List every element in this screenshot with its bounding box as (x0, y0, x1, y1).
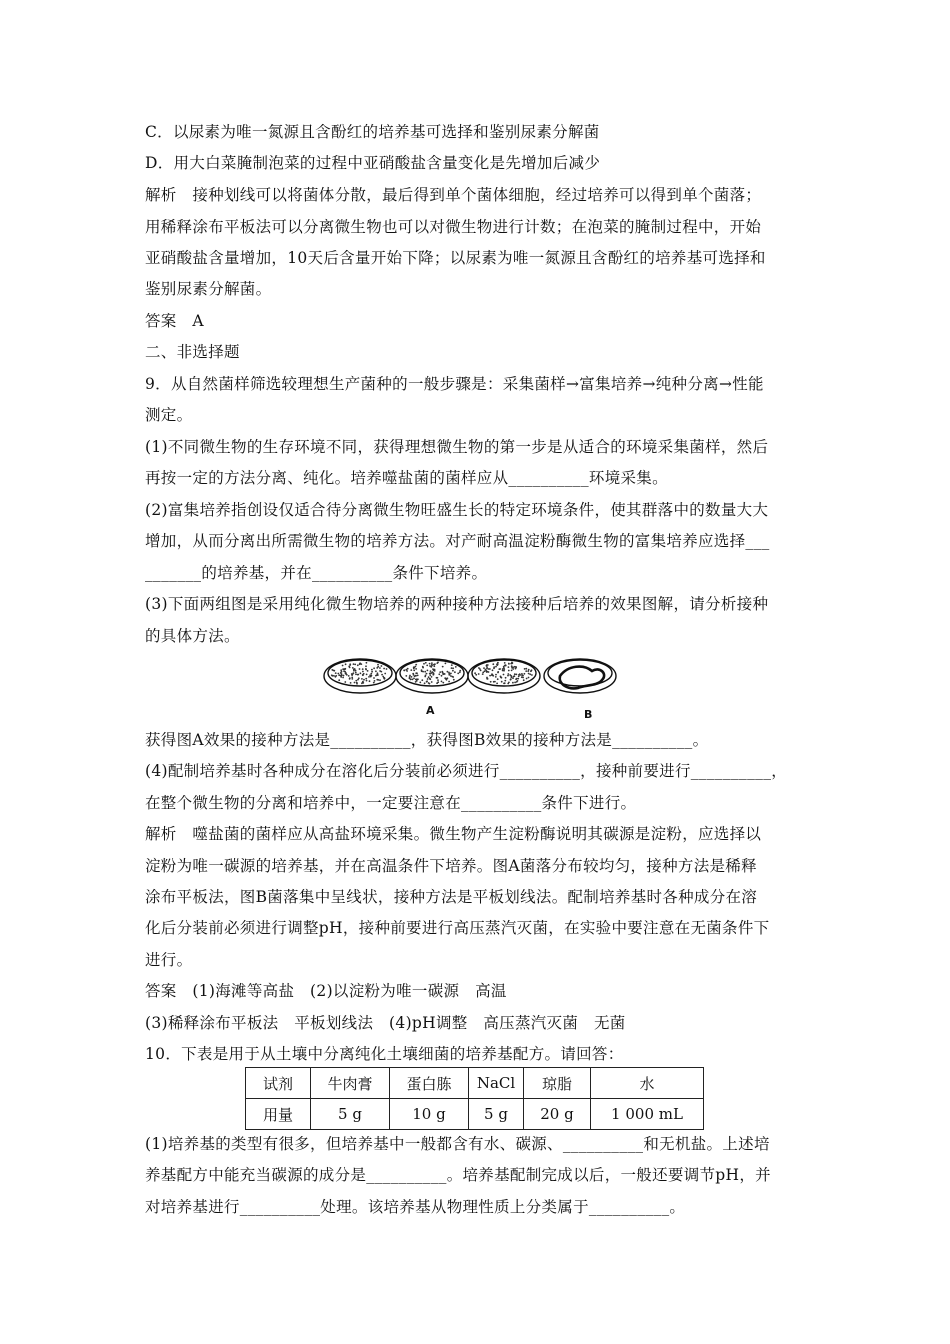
colony-dot (370, 673, 372, 675)
colony-dot (511, 662, 513, 664)
colony-dot (445, 663, 447, 665)
colony-dot (446, 678, 448, 680)
colony-dot (500, 676, 502, 678)
colony-dot (452, 676, 454, 678)
colony-dot (515, 668, 517, 670)
colony-dot (523, 679, 525, 681)
colony-dot (425, 662, 427, 664)
colony-dot (362, 671, 364, 673)
colony-dot (528, 669, 530, 671)
colony-dot (403, 670, 405, 672)
colony-dot (360, 672, 362, 674)
colony-dot (441, 675, 443, 677)
colony-dot (410, 669, 412, 671)
colony-dot (524, 673, 526, 675)
colony-dot (497, 678, 499, 680)
colony-dot (525, 670, 527, 672)
colony-dot (510, 678, 512, 680)
colony-dot (442, 682, 444, 684)
colony-dot (496, 663, 498, 665)
colony-dot (514, 682, 516, 684)
q9-part4-line-2: 在整个微生物的分离和培养中，一定要注意在__________条件下进行。 (145, 794, 637, 812)
colony-dot (495, 666, 497, 668)
colony-dot (382, 676, 384, 678)
colony-dot (482, 672, 484, 674)
colony-dot (508, 663, 510, 665)
colony-dot (459, 670, 461, 672)
colony-dot (496, 683, 498, 685)
colony-dot (340, 669, 342, 671)
table-cell: 5 g (311, 1099, 390, 1130)
colony-dot (503, 674, 505, 676)
q9-part1-line-1: (1)不同微生物的生存环境不同，获得理想微生物的第一步是从适合的环境采集菌样，然后 (145, 438, 769, 456)
colony-dot (345, 663, 347, 665)
colony-dot (441, 681, 443, 683)
colony-dot (508, 670, 510, 672)
colony-dot (379, 667, 381, 669)
analysis-line-2: 用稀释涂布平板法可以分离微生物也可以对微生物进行计数；在泡菜的腌制过程中，开始 (145, 218, 762, 236)
q10-stem: 10．下表是用于从土壤中分离纯化土壤细菌的培养基配方。请回答： (145, 1045, 624, 1063)
table-header-row (246, 1068, 704, 1099)
q9-analysis-line-3: 涂布平板法，图B菌落集中呈线状，接种方法是平板划线法。配制培养基时各种成分在溶 (145, 888, 758, 906)
colony-dot (430, 670, 432, 672)
colony-dot (376, 679, 378, 681)
colony-dot (421, 679, 423, 681)
colony-dot (497, 662, 499, 664)
q9-part1-line-2: 再按一定的方法分离、纯化。培养噬盐菌的菌样应从__________环境采集。 (145, 469, 668, 487)
colony-dot (415, 666, 417, 668)
colony-dot (486, 668, 488, 670)
colony-dot (349, 663, 351, 665)
section-heading: 二、非选择题 (145, 343, 240, 361)
colony-dot (485, 669, 487, 671)
colony-dot (490, 681, 492, 683)
q9-analysis-line-1: 解析 噬盐菌的菌样应从高盐环境采集。微生物产生淀粉酶说明其碳源是淀粉，应选择以 (145, 825, 762, 843)
colony-dot (424, 671, 426, 673)
analysis-line-4: 鉴别尿素分解菌。 (145, 280, 272, 298)
medium-recipe-table (245, 1067, 704, 1130)
colony-dot (505, 677, 507, 679)
q9-stem-1: 9．从自然菌样筛选较理想生产菌种的一般步骤是：采集菌样→富集培养→纯种分离→性能 (145, 375, 764, 393)
colony-dot (375, 670, 377, 672)
colony-dot (437, 661, 439, 663)
colony-dot (503, 668, 505, 670)
colony-dot (495, 676, 497, 678)
colony-dot (488, 668, 490, 670)
colony-dot (526, 678, 528, 680)
colony-dot (483, 667, 485, 669)
q9-part3-line-1: (3)下面两组图是采用纯化微生物培养的两种接种方法接种后培养的效果图解，请分析接种 (145, 595, 769, 613)
option-d: D．用大白菜腌制泡菜的过程中亚硝酸盐含量变化是先增加后减少 (145, 154, 601, 172)
colony-dot (515, 666, 517, 668)
colony-dot (383, 668, 385, 670)
colony-dot (449, 674, 451, 676)
colony-dot (495, 674, 497, 676)
colony-dot (525, 668, 527, 670)
colony-dot (524, 668, 526, 670)
colony-dot (492, 663, 494, 665)
table-cell: 蛋白胨 (390, 1068, 469, 1099)
table-cell: 10 g (390, 1099, 469, 1130)
colony-dot (374, 680, 376, 682)
q9-analysis-line-5: 进行。 (145, 951, 193, 969)
colony-dot (379, 679, 381, 681)
colony-dot (516, 674, 518, 676)
table-cell: 琼脂 (524, 1068, 591, 1099)
colony-dot (344, 668, 346, 670)
colony-dot (513, 676, 515, 678)
figure-label-b: B (584, 708, 593, 721)
q9-part3-answer-line: 获得图A效果的接种方法是__________，获得图B效果的接种方法是__________。 (145, 731, 709, 749)
colony-dot (417, 678, 419, 680)
colony-dot (379, 670, 381, 672)
colony-dot (504, 682, 506, 684)
colony-dot (504, 680, 506, 682)
colony-dot (366, 680, 368, 682)
colony-dot (492, 674, 494, 676)
colony-dot (355, 672, 357, 674)
colony-dot (345, 673, 347, 675)
table-cell: 水 (591, 1068, 704, 1099)
colony-dot (504, 665, 506, 667)
q9-part2-line-1: (2)富集培养指创设仅适合待分离微生物旺盛生长的特定环境条件，使其群落中的数量大大 (145, 501, 769, 519)
colony-dot (482, 673, 484, 675)
table-cell: 1 000 mL (591, 1099, 704, 1130)
colony-dot (486, 671, 488, 673)
q9-part4-line-1: (4)配制培养基时各种成分在溶化后分装前必须进行__________，接种前要进行__________， (145, 762, 788, 780)
q9-answer-line-2: (3)稀释涂布平板法 平板划线法 (4)pH调整 高压蒸汽灭菌 无菌 (145, 1014, 626, 1032)
colony-dot (430, 672, 432, 674)
colony-dot (362, 681, 364, 683)
colony-dot (413, 678, 415, 680)
colony-dot (355, 673, 357, 675)
table-cell: 试剂 (246, 1068, 311, 1099)
colony-dot (429, 678, 431, 680)
colony-dot (516, 678, 518, 680)
colony-dot (514, 673, 516, 675)
q10-part1-line-1: (1)培养基的类型有很多，但培养基中一般都含有水、碳源、__________和无机盐。上述培 (145, 1135, 770, 1153)
colony-dot (422, 667, 424, 669)
colony-dot (429, 674, 431, 676)
table-cell: 5 g (469, 1099, 524, 1130)
colony-dot (457, 673, 459, 675)
colony-dot (381, 665, 383, 667)
colony-dot (521, 676, 523, 678)
analysis-line-3: 亚硝酸盐含量增加，10天后含量开始下降；以尿素为唯一氮源且含酚红的培养基可选择和 (145, 249, 766, 267)
colony-dot (344, 681, 346, 683)
colony-dot (424, 682, 426, 684)
analysis-line-1: 解析 接种划线可以将菌体分散，最后得到单个菌体细胞，经过培养可以得到单个菌落； (145, 186, 762, 204)
colony-dot (413, 668, 415, 670)
colony-dot (423, 663, 425, 665)
table-row (246, 1099, 704, 1130)
q10-part1-line-3: 对培养基进行__________处理。该培养基从物理性质上分类属于__________。 (145, 1198, 686, 1216)
colony-dot (335, 675, 337, 677)
colony-dot (502, 668, 504, 670)
colony-dot (427, 670, 429, 672)
colony-dot (519, 674, 521, 676)
colony-dot (381, 674, 383, 676)
colony-dot (357, 679, 359, 681)
colony-dot (424, 676, 426, 678)
table-cell: NaCl (469, 1068, 524, 1099)
colony-dot (343, 675, 345, 677)
colony-dot (354, 682, 356, 684)
colony-dot (521, 673, 523, 675)
colony-dot (452, 670, 454, 672)
colony-dot (354, 664, 356, 666)
colony-dot (415, 679, 417, 681)
q9-part3-line-2: 的具体方法。 (145, 627, 240, 645)
colony-dot (362, 668, 364, 670)
table-cell: 牛肉膏 (311, 1068, 390, 1099)
colony-dot (342, 668, 344, 670)
colony-dot (373, 667, 375, 669)
petri-dish-medium (472, 660, 536, 686)
colony-dot (353, 663, 355, 665)
colony-dot (344, 671, 346, 673)
q9-answer-line-1: 答案 (1)海滩等高盐 (2)以淀粉为唯一碳源 高温 (145, 982, 507, 1000)
colony-dot (501, 681, 503, 683)
colony-dot (417, 675, 419, 677)
colony-dot (363, 679, 365, 681)
colony-dot (371, 669, 373, 671)
colony-dot (498, 668, 500, 670)
colony-dot (351, 677, 353, 679)
colony-dot (356, 683, 358, 685)
colony-dot (359, 662, 361, 664)
colony-dot (415, 681, 417, 683)
colony-dot (487, 678, 489, 680)
colony-dot (405, 675, 407, 677)
colony-dot (416, 672, 418, 674)
table-cell: 20 g (524, 1099, 591, 1130)
colony-dot (455, 666, 457, 668)
colony-dot (433, 674, 435, 676)
option-c: C．以尿素为唯一氮源且含酚红的培养基可选择和鉴别尿素分解菌 (145, 123, 600, 141)
colony-dot (487, 664, 489, 666)
colony-dot (352, 667, 354, 669)
colony-dot (377, 664, 379, 666)
colony-dot (365, 668, 367, 670)
petri-dish-figure (322, 652, 632, 722)
colony-dot (511, 670, 513, 672)
colony-dot (342, 677, 344, 679)
colony-dot (431, 676, 433, 678)
colony-dot (349, 678, 351, 680)
colony-dot (428, 682, 430, 684)
colony-dot (377, 674, 379, 676)
table-cell: 用量 (246, 1099, 311, 1130)
colony-dot (406, 670, 408, 672)
q9-stem-2: 测定。 (145, 406, 193, 424)
colony-dot (432, 671, 434, 673)
colony-dot (518, 676, 520, 678)
colony-dot (531, 669, 533, 671)
colony-dot (431, 681, 433, 683)
colony-dot (412, 679, 414, 681)
colony-dot (448, 681, 450, 683)
colony-dot (373, 682, 375, 684)
colony-dot (335, 672, 337, 674)
colony-dot (529, 673, 531, 675)
colony-dot (438, 673, 440, 675)
colony-dot (361, 678, 363, 680)
colony-dot (413, 670, 415, 672)
colony-dot (511, 665, 513, 667)
colony-dot (508, 666, 510, 668)
colony-dot (447, 671, 449, 673)
colony-dot (369, 680, 371, 682)
colony-dot (431, 662, 433, 664)
colony-dot (415, 664, 417, 666)
q9-part2-line-3: _______的培养基，并在__________条件下培养。 (145, 564, 488, 582)
colony-dot (452, 667, 454, 669)
colony-dot (426, 681, 428, 683)
colony-dot (459, 671, 461, 673)
colony-dot (338, 679, 340, 681)
colony-dot (512, 677, 514, 679)
colony-dot (439, 671, 441, 673)
colony-dot (363, 673, 365, 675)
colony-dot (510, 675, 512, 677)
colony-dot (433, 665, 435, 667)
colony-dot (442, 672, 444, 674)
colony-dot (497, 672, 499, 674)
colony-dot (354, 668, 356, 670)
colony-dot (492, 669, 494, 671)
colony-dot (409, 677, 411, 679)
colony-dot (512, 682, 514, 684)
answer-8: 答案 A (145, 312, 204, 330)
colony-dot (386, 668, 388, 670)
colony-dot (331, 669, 333, 671)
colony-dot (442, 666, 444, 668)
colony-dot (437, 677, 439, 679)
colony-dot (429, 663, 431, 665)
colony-dot (352, 673, 354, 675)
colony-dot (431, 664, 433, 666)
colony-dot (366, 662, 368, 664)
colony-dot (434, 663, 436, 665)
colony-dot (507, 673, 509, 675)
colony-dot (366, 674, 368, 676)
colony-dot (338, 674, 340, 676)
colony-dot (494, 681, 496, 683)
q9-part2-line-2: 增加，从而分离出所需微生物的培养方法。对产耐高温淀粉酶微生物的富集培养应选择___ (145, 532, 770, 550)
colony-dot (517, 680, 519, 682)
colony-dot (528, 677, 530, 679)
q10-part1-line-2: 养基配方中能充当碳源的成分是__________。培养基配制完成以后，一般还要调节pH，并 (145, 1166, 771, 1184)
colony-dot (411, 676, 413, 678)
colony-dot (340, 672, 342, 674)
colony-dot (367, 670, 369, 672)
colony-dot (507, 683, 509, 685)
colony-dot (409, 675, 411, 677)
colony-dot (429, 665, 431, 667)
colony-dot (419, 682, 421, 684)
colony-dot (436, 682, 438, 684)
colony-dot (480, 670, 482, 672)
colony-dot (531, 674, 533, 676)
colony-dot (357, 664, 359, 666)
colony-dot (426, 673, 428, 675)
colony-dot (348, 675, 350, 677)
colony-dot (522, 675, 524, 677)
colony-dot (528, 673, 530, 675)
petri-dish-rim (468, 659, 540, 693)
colony-dot (512, 668, 514, 670)
colony-dot (359, 668, 361, 670)
colony-dot (355, 680, 357, 682)
colony-dot (371, 675, 373, 677)
colony-dot (342, 665, 344, 667)
colony-dot (384, 673, 386, 675)
colony-dot (489, 675, 491, 677)
colony-dot (368, 676, 370, 678)
colony-dot (454, 671, 456, 673)
colony-dot (428, 676, 430, 678)
colony-dot (475, 674, 477, 676)
colony-dot (451, 664, 453, 666)
colony-dot (517, 678, 519, 680)
colony-dot (422, 671, 424, 673)
colony-dot (504, 662, 506, 664)
colony-dot (349, 667, 351, 669)
colony-dot (365, 665, 367, 667)
q9-analysis-line-2: 淀粉为唯一碳源的培养基，并在高温条件下培养。图A菌落分布较均匀，接种方法是稀释 (145, 857, 757, 875)
colony-dot (371, 671, 373, 673)
colony-dot (437, 679, 439, 681)
colony-dot (493, 667, 495, 669)
colony-dot (350, 682, 352, 684)
colony-dot (426, 665, 428, 667)
colony-dot (337, 673, 339, 675)
q9-analysis-line-4: 化后分装前必须进行调整pH，接种前要进行高压蒸汽灭菌，在实验中要注意在无菌条件下 (145, 919, 770, 937)
colony-dot (478, 673, 480, 675)
colony-dot (414, 675, 416, 677)
figure-label-a: A (426, 704, 435, 717)
colony-dot (365, 678, 367, 680)
colony-dot (357, 674, 359, 676)
colony-dot (474, 672, 476, 674)
colony-dot (507, 675, 509, 677)
colony-dot (373, 677, 375, 679)
colony-dot (427, 678, 429, 680)
colony-dot (434, 669, 436, 671)
colony-dot (451, 667, 453, 669)
colony-dot (331, 674, 333, 676)
colony-dot (415, 668, 417, 670)
colony-dot (376, 667, 378, 669)
colony-dot (453, 679, 455, 681)
